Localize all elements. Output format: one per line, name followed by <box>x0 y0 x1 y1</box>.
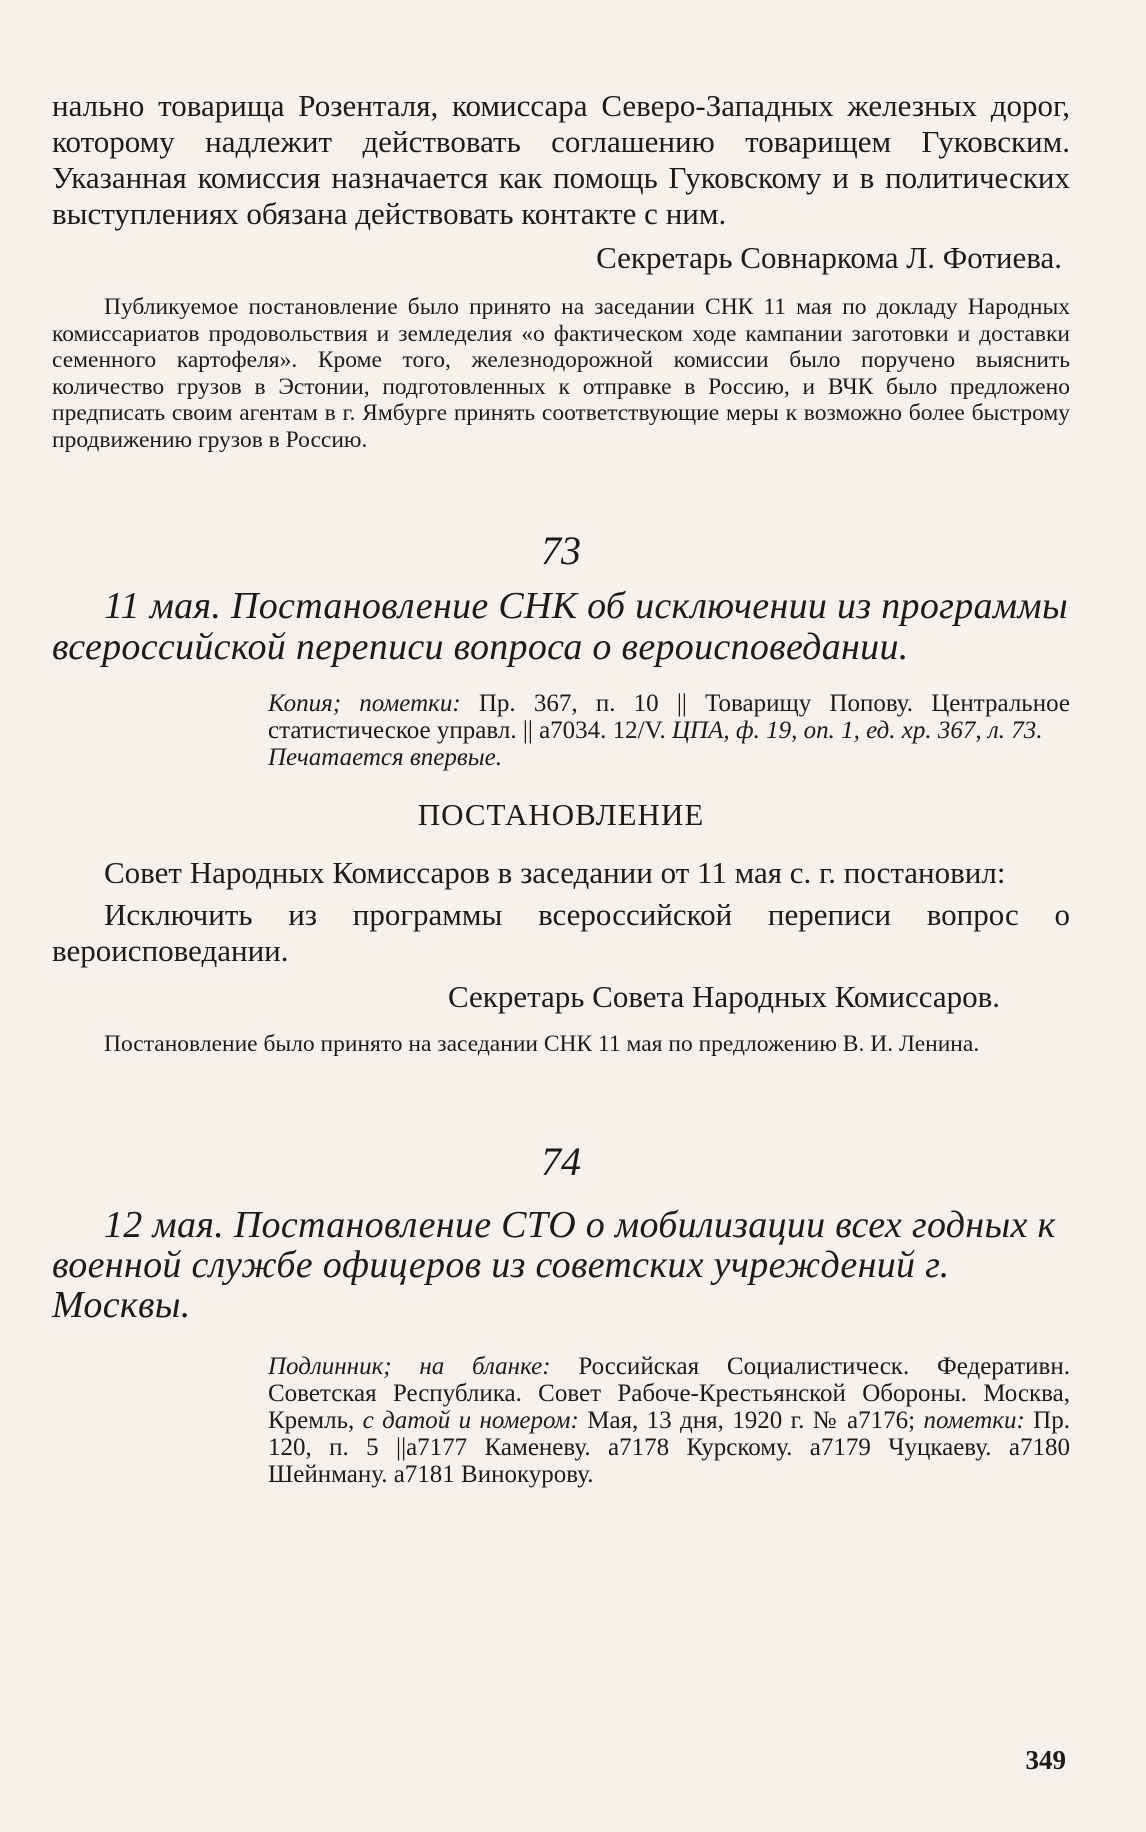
intro-signature: Секретарь Совнаркома Л. Фотиева. <box>596 240 1062 275</box>
resolution-heading: ПОСТАНОВЛЕНИЕ <box>417 796 705 832</box>
source-text-2: Мая, 13 дня, 1920 г. № а7176; <box>578 1407 924 1435</box>
source-label-3: пометки: <box>923 1407 1025 1435</box>
source-label: Копия; пометки: <box>268 689 461 717</box>
source-text-3: Пр. 120, п. 5 ||а7177 Каменеву. а7178 Курскому. а7179 Чуцкаеву. а7180 Шейнману. а7181 Винокурову. <box>268 1407 1070 1489</box>
printed-first-note: Печатается впервые. <box>268 743 502 771</box>
resolution-paragraph-2: Исключить из программы всероссийской переписи вопрос о вероисповедании. <box>52 896 1070 968</box>
source-label-1: Подлинник; на бланке: <box>268 1353 551 1381</box>
document-source-73 <box>268 690 1070 744</box>
document-title-74: 12 мая. Постановление СТО о мобилизации всех годных к военной службе офицеров из советских учреждений г. Москвы. <box>52 1204 1056 1327</box>
source-text-1: Российская Социалистическ. Федеративн. Советская Республика. Совет Рабоче-Крестьянской Обороны. Москва, Кремль, <box>268 1353 1070 1435</box>
page-number: 349 <box>1025 1745 1066 1775</box>
document-source-74 <box>268 1353 1070 1488</box>
document-page <box>52 88 1070 1488</box>
intro-paragraph: нально товарища Розенталя, комиссара Северо-Западных железных дорог, которому надлежит действовать соглашению товарищем Гуковским. Указанная комиссия назначается как помощь Гуковскому и в политических выступлениях обязана действовать контакте с ним. <box>52 88 1070 231</box>
resolution-note: Постановление было принято на заседании СНК 11 мая по предложению В. И. Ленина. <box>104 1030 980 1057</box>
document-number-74: 74 <box>541 1139 581 1185</box>
document-title-73: 11 мая. Постановление СНК об исключении из программы всероссийской переписи вопроса о вероисповедании. <box>52 584 1068 668</box>
source-label-2: с датой и номером: <box>362 1407 579 1435</box>
resolution-signature: Секретарь Совета Народных Комиссаров. <box>447 978 1000 1014</box>
intro-note: Публикуемое постановление было принято на заседании СНК 11 мая по докладу Народных комиссариатов продовольствия и земледелия «о фактическом ходе кампании заготовки и доставки семенного картофеля». Кроме того, железнодорожной комиссии было поручено выяснить количество грузов в Эстонии, подготовленных к отправке в Россию, и ВЧК было предложено предписать своим агентам в г. Ямбурге принять соответствующие меры к возможно более быстрому продвижению грузов в Россию. <box>52 294 1070 453</box>
source-archive: ЦПА, ф. 19, оп. 1, ед. хр. 367, л. 73. <box>671 716 1043 744</box>
source-text: Пр. 367, п. 10 || Товарищу Попову. Центральное статистическое управл. || а7034. 12/V. <box>268 689 1070 744</box>
resolution-paragraph-1: Совет Народных Комиссаров в заседании от 11 мая с. г. постановил: <box>104 854 1006 890</box>
document-number-73: 73 <box>541 527 581 573</box>
